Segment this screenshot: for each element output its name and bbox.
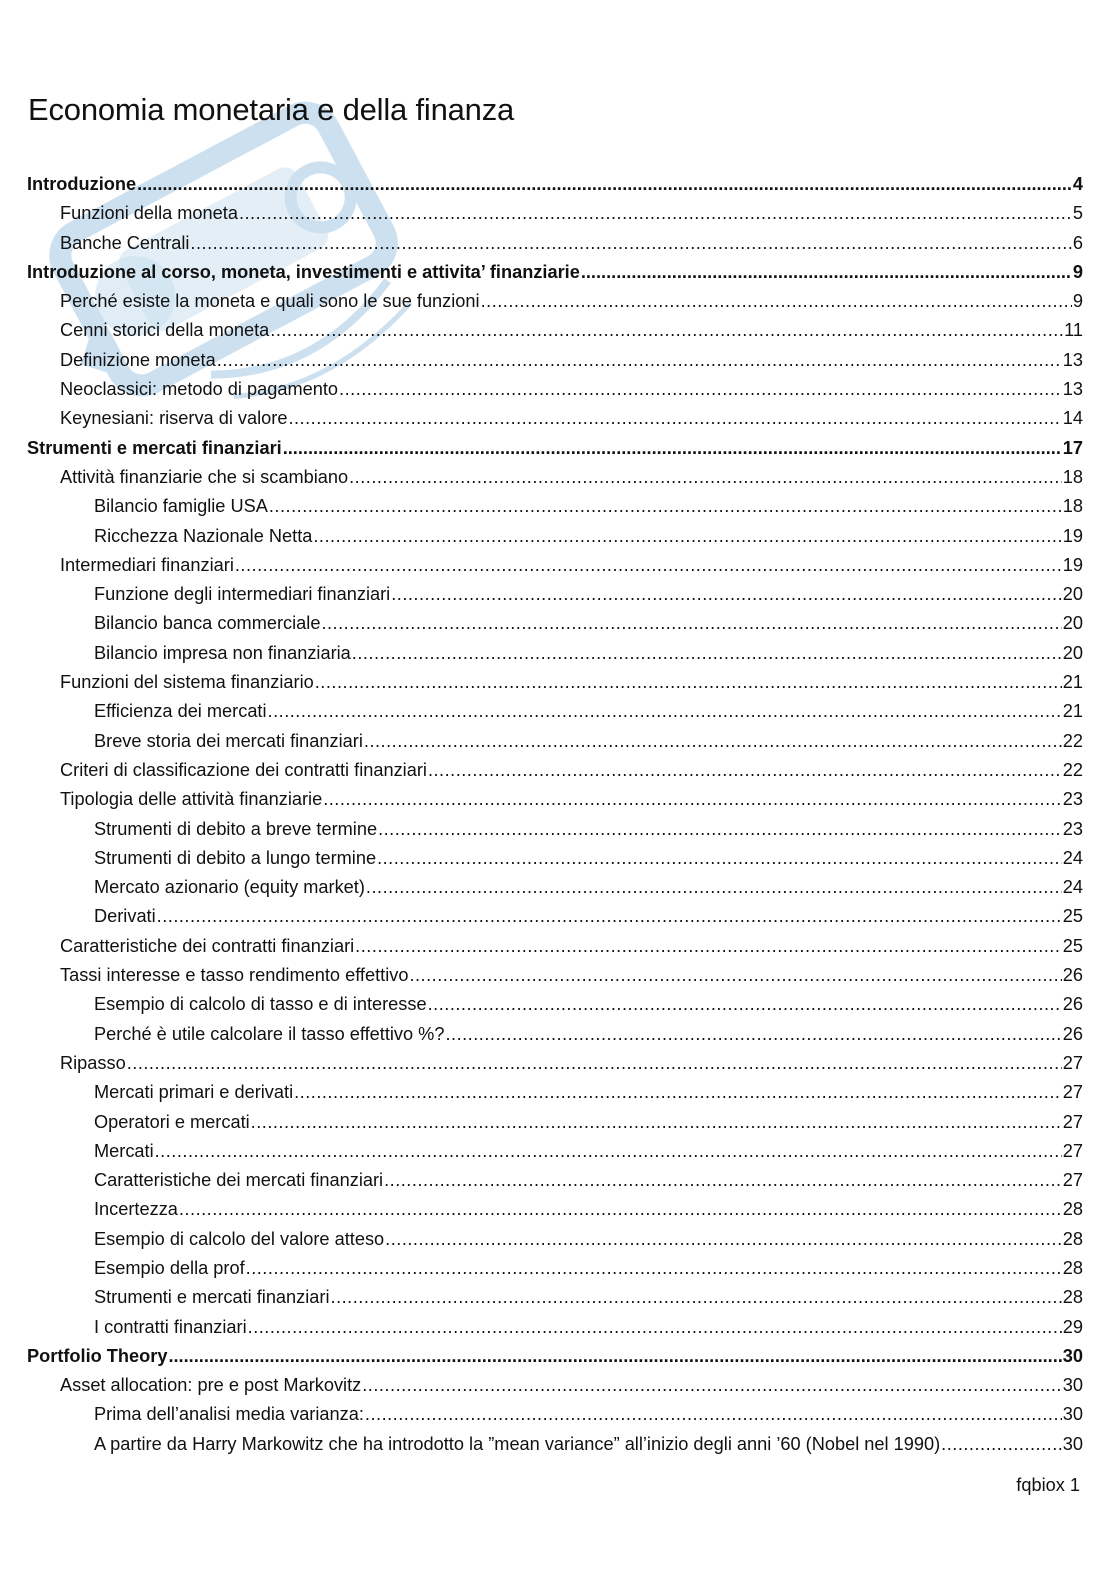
toc-entry-title: Efficienza dei mercati (94, 701, 267, 722)
toc-entry-title: Keynesiani: riserva di valore (60, 408, 288, 429)
toc-dot-leader (137, 170, 1072, 199)
toc-entry[interactable] (27, 990, 1083, 1019)
toc-entry-title: Introduzione (27, 174, 137, 194)
toc-entry-title: Intermediari finanziari (60, 554, 234, 575)
toc-entry-page-number: 28 (1062, 1228, 1083, 1249)
toc-entry[interactable] (27, 785, 1083, 814)
toc-entry[interactable] (27, 639, 1083, 668)
toc-entry-title: Breve storia dei mercati finanziari (94, 730, 363, 751)
toc-dot-leader (323, 785, 1062, 814)
toc-entry-page-number: 13 (1062, 379, 1083, 400)
toc-entry-page-number: 22 (1062, 730, 1083, 751)
toc-entry-page-number: 24 (1062, 847, 1083, 868)
toc-entry[interactable] (27, 1078, 1083, 1107)
document-title: Economia monetaria e della finanza (28, 92, 515, 127)
toc-dot-leader (941, 1430, 1062, 1459)
toc-entry[interactable] (27, 902, 1083, 931)
toc-dot-leader (155, 1137, 1062, 1166)
toc-entry[interactable] (27, 1430, 1083, 1459)
toc-entry[interactable] (27, 1371, 1083, 1400)
toc-entry[interactable] (27, 551, 1083, 580)
toc-entry-page-number: 4 (1072, 174, 1083, 194)
toc-entry-title: Introduzione al corso, moneta, investimenti e attivita’ finanziarie (27, 261, 580, 282)
toc-dot-leader (248, 1313, 1062, 1342)
toc-entry-page-number: 9 (1072, 291, 1083, 312)
toc-entry-page-number: 30 (1062, 1433, 1083, 1454)
toc-entry-title: Bilancio impresa non finanziaria (94, 642, 351, 663)
toc-entry[interactable] (27, 375, 1083, 404)
toc-entry-page-number: 5 (1072, 203, 1083, 224)
toc-entry-title: Portfolio Theory (27, 1345, 168, 1366)
toc-entry[interactable] (27, 697, 1083, 726)
toc-entry-page-number: 28 (1062, 1257, 1083, 1278)
toc-entry-page-number: 20 (1062, 584, 1083, 605)
toc-entry-page-number: 26 (1062, 1023, 1083, 1044)
toc-entry-title: Strumenti di debito a lungo termine (94, 847, 377, 868)
toc-dot-leader (355, 932, 1062, 961)
toc-entry[interactable] (27, 434, 1083, 463)
toc-entry-page-number: 27 (1062, 1170, 1083, 1191)
toc-entry[interactable] (27, 1166, 1083, 1195)
toc-entry-page-number: 28 (1062, 1287, 1083, 1308)
toc-entry[interactable] (27, 1225, 1083, 1254)
toc-entry[interactable] (27, 727, 1083, 756)
toc-entry-page-number: 20 (1062, 642, 1083, 663)
toc-entry[interactable] (27, 1254, 1083, 1283)
toc-dot-leader (157, 902, 1062, 931)
toc-dot-leader (481, 287, 1072, 316)
toc-dot-leader (127, 1049, 1062, 1078)
toc-entry-title: Esempio di calcolo di tasso e di interesse (94, 994, 427, 1015)
toc-entry[interactable] (27, 199, 1083, 228)
toc-entry-title: Tassi interesse e tasso rendimento effettivo (60, 965, 409, 986)
toc-entry-title: Perché esiste la moneta e quali sono le sue funzioni (60, 291, 480, 312)
toc-entry[interactable] (27, 815, 1083, 844)
toc-entry[interactable] (27, 609, 1083, 638)
toc-entry[interactable] (27, 1108, 1083, 1137)
toc-dot-leader (365, 1400, 1062, 1429)
toc-entry[interactable] (27, 346, 1083, 375)
toc-dot-leader (409, 961, 1061, 990)
toc-dot-leader (445, 1020, 1061, 1049)
toc-entry-page-number: 9 (1072, 261, 1083, 282)
toc-entry-page-number: 28 (1062, 1199, 1083, 1220)
toc-entry-page-number: 27 (1062, 1082, 1083, 1103)
toc-entry-title: Asset allocation: pre e post Markovitz (60, 1375, 362, 1396)
toc-entry-title: Funzioni della moneta (60, 203, 238, 224)
toc-entry-page-number: 24 (1062, 877, 1083, 898)
toc-entry-title: Bilancio famiglie USA (94, 496, 268, 517)
toc-entry[interactable] (27, 492, 1083, 521)
toc-dot-leader (362, 1371, 1062, 1400)
toc-dot-leader (385, 1225, 1062, 1254)
toc-dot-leader (384, 1166, 1062, 1195)
toc-dot-leader (251, 1108, 1062, 1137)
toc-dot-leader (246, 1254, 1062, 1283)
toc-entry[interactable] (27, 1283, 1083, 1312)
toc-dot-leader (168, 1342, 1061, 1371)
toc-entry-title: Ricchezza Nazionale Netta (94, 525, 313, 546)
toc-entry-page-number: 14 (1062, 408, 1083, 429)
toc-dot-leader (378, 815, 1062, 844)
toc-entry-page-number: 26 (1062, 994, 1083, 1015)
toc-entry-title: Funzioni del sistema finanziario (60, 672, 314, 693)
toc-entry-page-number: 19 (1062, 525, 1083, 546)
toc-entry-title: Esempio della prof (94, 1257, 245, 1278)
toc-entry-title: Mercati primari e derivati (94, 1082, 294, 1103)
toc-entry-title: Esempio di calcolo del valore atteso (94, 1228, 385, 1249)
toc-entry-title: Strumenti e mercati finanziari (94, 1287, 330, 1308)
toc-entry-page-number: 19 (1062, 554, 1083, 575)
toc-entry[interactable] (27, 287, 1083, 316)
toc-dot-leader (269, 492, 1062, 521)
toc-entry[interactable] (27, 1313, 1083, 1342)
toc-entry-title: Attività finanziarie che si scambiano (60, 466, 349, 487)
toc-entry[interactable] (27, 522, 1083, 551)
toc-entry[interactable] (27, 463, 1083, 492)
toc-dot-leader (294, 1078, 1062, 1107)
toc-entry[interactable] (27, 668, 1083, 697)
toc-dot-leader (268, 697, 1062, 726)
toc-entry-page-number: 6 (1072, 232, 1083, 253)
toc-entry-title: I contratti finanziari (94, 1316, 247, 1337)
toc-dot-leader (349, 463, 1062, 492)
toc-entry-title: Tipologia delle attività finanziarie (60, 789, 323, 810)
toc-dot-leader (366, 873, 1062, 902)
page-footer: fqbiox 1 (1016, 1475, 1080, 1495)
toc-entry-page-number: 18 (1062, 496, 1083, 517)
toc-entry[interactable] (27, 756, 1083, 785)
toc-dot-leader (428, 990, 1062, 1019)
toc-entry[interactable] (27, 844, 1083, 873)
toc-entry-title: Bilancio banca commerciale (94, 613, 321, 634)
toc-entry-title: Caratteristiche dei contratti finanziari (60, 935, 355, 956)
toc-dot-leader (428, 756, 1062, 785)
toc-dot-leader (352, 639, 1062, 668)
toc-entry[interactable] (27, 1400, 1083, 1429)
toc-entry-page-number: 21 (1062, 672, 1083, 693)
toc-entry-page-number: 21 (1062, 701, 1083, 722)
toc-entry-title: Mercato azionario (equity market) (94, 877, 365, 898)
toc-entry-title: Mercati (94, 1140, 154, 1161)
toc-entry[interactable] (27, 580, 1083, 609)
toc-entry-page-number: 17 (1062, 437, 1083, 458)
toc-entry-title: Prima dell’analisi media varianza: (94, 1404, 364, 1425)
toc-entry-title: Caratteristiche dei mercati finanziari (94, 1170, 384, 1191)
toc-dot-leader (315, 668, 1062, 697)
toc-entry-title: Strumenti di debito a breve termine (94, 818, 378, 839)
toc-entry-page-number: 30 (1062, 1375, 1083, 1396)
toc-entry-page-number: 23 (1062, 789, 1083, 810)
toc-dot-leader (321, 609, 1061, 638)
toc-entry-title: Strumenti e mercati finanziari (27, 437, 282, 458)
toc-dot-leader (339, 375, 1062, 404)
table-of-contents (27, 170, 1083, 1459)
toc-entry-page-number: 25 (1062, 906, 1083, 927)
toc-entry-page-number: 27 (1062, 1052, 1083, 1073)
toc-entry-title: Derivati (94, 906, 156, 927)
toc-entry-page-number: 27 (1062, 1111, 1083, 1132)
toc-entry-page-number: 30 (1062, 1404, 1083, 1425)
toc-entry-page-number: 29 (1062, 1316, 1083, 1337)
toc-dot-leader (270, 316, 1063, 345)
toc-entry[interactable] (27, 1137, 1083, 1166)
toc-entry-title: Operatori e mercati (94, 1111, 250, 1132)
toc-entry-page-number: 20 (1062, 613, 1083, 634)
toc-entry-page-number: 23 (1062, 818, 1083, 839)
toc-entry[interactable] (27, 1049, 1083, 1078)
toc-entry-page-number: 27 (1062, 1140, 1083, 1161)
toc-entry[interactable] (27, 229, 1083, 258)
toc-dot-leader (179, 1195, 1062, 1224)
toc-entry-title: Neoclassici: metodo di pagamento (60, 379, 339, 400)
toc-dot-leader (581, 258, 1072, 287)
toc-entry[interactable] (27, 961, 1083, 990)
toc-entry-title: Criteri di classificazione dei contratti finanziari (60, 759, 427, 780)
toc-entry[interactable] (27, 1020, 1083, 1049)
toc-entry[interactable] (27, 873, 1083, 902)
toc-entry[interactable] (27, 1342, 1083, 1371)
toc-entry-page-number: 30 (1062, 1345, 1083, 1366)
toc-dot-leader (190, 229, 1071, 258)
toc-entry-title: Funzione degli intermediari finanziari (94, 584, 391, 605)
toc-entry-page-number: 22 (1062, 759, 1083, 780)
toc-entry-title: Perché è utile calcolare il tasso effettivo %? (94, 1023, 445, 1044)
toc-entry-page-number: 11 (1064, 320, 1083, 341)
toc-dot-leader (377, 844, 1062, 873)
toc-entry-title: Incertezza (94, 1199, 178, 1220)
toc-entry[interactable] (27, 932, 1083, 961)
toc-entry[interactable] (27, 1195, 1083, 1224)
toc-dot-leader (331, 1283, 1062, 1312)
toc-dot-leader (217, 346, 1062, 375)
toc-entry[interactable] (27, 404, 1083, 433)
toc-entry-page-number: 13 (1062, 349, 1083, 370)
toc-dot-leader (288, 404, 1061, 433)
toc-dot-leader (283, 434, 1062, 463)
toc-entry-page-number: 26 (1062, 965, 1083, 986)
toc-entry-title: Cenni storici della moneta (60, 320, 270, 341)
toc-entry-title: A partire da Harry Markowitz che ha introdotto la ”mean variance” all’inizio degli anni ’60 (Nobel nel 1990) (94, 1433, 941, 1454)
toc-entry-page-number: 18 (1062, 466, 1083, 487)
toc-entry[interactable] (27, 258, 1083, 287)
toc-dot-leader (313, 522, 1061, 551)
toc-entry-title: Definizione moneta (60, 349, 216, 370)
toc-entry-title: Banche Centrali (60, 232, 190, 253)
toc-entry-title: Ripasso (60, 1052, 126, 1073)
toc-dot-leader (239, 199, 1072, 228)
toc-dot-leader (364, 727, 1062, 756)
toc-dot-leader (235, 551, 1062, 580)
toc-entry[interactable] (27, 170, 1083, 199)
toc-entry[interactable] (27, 316, 1083, 345)
toc-dot-leader (391, 580, 1062, 609)
toc-entry-page-number: 25 (1062, 935, 1083, 956)
